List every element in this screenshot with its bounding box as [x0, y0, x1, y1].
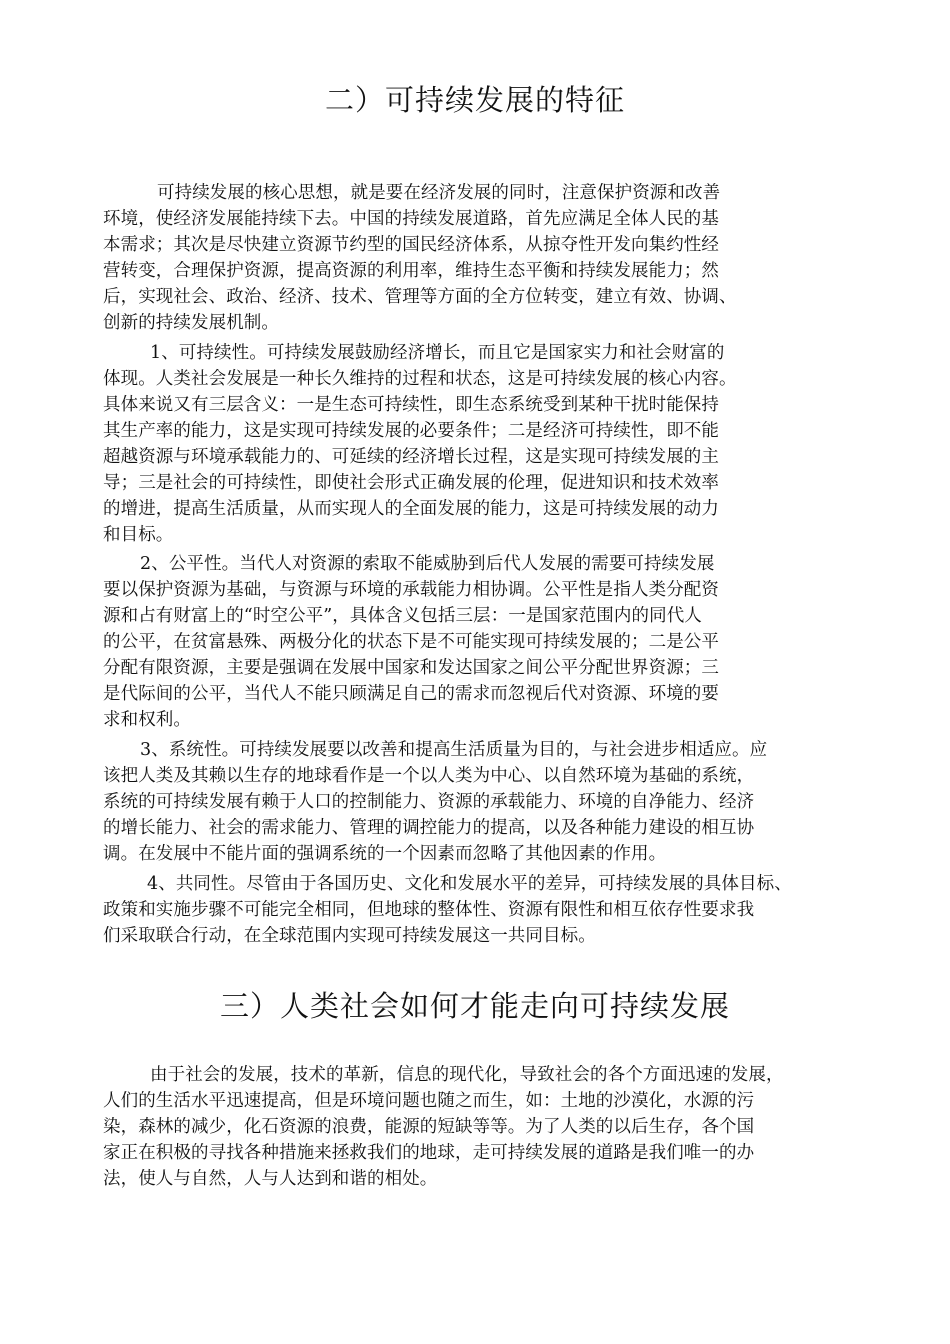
paragraph-line: 1、可持续性。可持续发展鼓励经济增长，而且它是国家实力和社会财富的: [150, 343, 725, 363]
paragraph-line: 染，森林的减少，化石资源的浪费，能源的短缺等等。为了人类的以后生存，各个国: [103, 1117, 755, 1137]
paragraph-line: 源和占有财富上的“时空公平”，具体含义包括三层：一是国家范围内的同代人: [103, 606, 702, 626]
paragraph-line: 4、共同性。尽管由于各国历史、文化和发展水平的差异，可持续发展的具体目标、: [147, 874, 792, 894]
paragraph-line: 后，实现社会、政治、经济、技术、管理等方面的全方位转变，建立有效、协调、: [103, 287, 737, 307]
paragraph-line: 法，使人与自然，人与人达到和谐的相处。: [103, 1169, 438, 1189]
paragraph-line: 们采取联合行动，在全球范围内实现可持续发展这一共同目标。: [103, 926, 596, 946]
paragraph-line: 2、公平性。当代人对资源的索取不能威胁到后代人发展的需要可持续发展: [140, 554, 715, 574]
paragraph-line: 由于社会的发展，技术的革新，信息的现代化，导致社会的各个方面迅速的发展，: [150, 1065, 784, 1085]
paragraph-line: 的公平，在贫富悬殊、两极分化的状态下是不可能实现可持续发展的；二是公平: [103, 632, 719, 652]
paragraph-line: 环境，使经济发展能持续下去。中国的持续发展道路，首先应满足全体人民的基: [103, 209, 719, 229]
paragraph-line: 政策和实施步骤不可能完全相同，但地球的整体性、资源有限性和相互依存性要求我: [103, 900, 755, 920]
paragraph-line: 和目标。: [103, 525, 174, 545]
paragraph-line: 系统的可持续发展有赖于人口的控制能力、资源的承载能力、环境的自净能力、经济: [103, 792, 755, 812]
paragraph-line: 导；三是社会的可持续性，即使社会形式正确发展的伦理，促进知识和技术效率: [103, 473, 719, 493]
paragraph-line: 要以保护资源为基础，与资源与环境的承载能力相协调。公平性是指人类分配资: [103, 580, 719, 600]
paragraph-line: 超越资源与环境承载能力的、可延续的经济增长过程，这是实现可持续发展的主: [103, 447, 719, 467]
paragraph-line: 营转变，合理保护资源，提高资源的利用率，维持生态平衡和持续发展能力；然: [103, 261, 719, 281]
paragraph-line: 人们的生活水平迅速提高，但是环境问题也随之而生，如：土地的沙漠化，水源的污: [103, 1091, 755, 1111]
paragraph-line: 分配有限资源，主要是强调在发展中国家和发达国家之间公平分配世界资源；三: [103, 658, 719, 678]
paragraph-line: 是代际间的公平，当代人不能只顾满足自己的需求而忽视后代对资源、环境的要: [103, 684, 719, 704]
section-2-heading: 二）可持续发展的特征: [324, 83, 625, 117]
paragraph-line: 本需求；其次是尽快建立资源节约型的国民经济体系，从掠夺性开发向集约性经: [103, 235, 719, 255]
paragraph-line: 的增进，提高生活质量，从而实现人的全面发展的能力，这是可持续发展的动力: [103, 499, 719, 519]
paragraph-line: 可持续发展的核心思想，就是要在经济发展的同时，注意保护资源和改善: [157, 183, 721, 203]
paragraph-line: 其生产率的能力，这是实现可持续发展的必要条件；二是经济可持续性，即不能: [103, 421, 719, 441]
section-3-heading: 三）人类社会如何才能走向可持续发展: [219, 989, 730, 1023]
paragraph-line: 体现。人类社会发展是一种长久维持的过程和状态，这是可持续发展的核心内容。: [103, 369, 737, 389]
paragraph-line: 求和权利。: [103, 710, 191, 730]
paragraph-line: 家正在积极的寻找各种措施来拯救我们的地球，走可持续发展的道路是我们唯一的办: [103, 1143, 755, 1163]
paragraph-line: 调。在发展中不能片面的强调系统的一个因素而忽略了其他因素的作用。: [103, 844, 667, 864]
paragraph-line: 创新的持续发展机制。: [103, 313, 279, 333]
paragraph-line: 3、系统性。可持续发展要以改善和提高生活质量为目的，与社会进步相适应。应: [140, 740, 768, 760]
paragraph-line: 的增长能力、社会的需求能力、管理的调控能力的提高，以及各种能力建设的相互协: [103, 818, 755, 838]
paragraph-line: 该把人类及其赖以生存的地球看作是一个以人类为中心、以自然环境为基础的系统，: [103, 766, 755, 786]
paragraph-line: 具体来说又有三层含义：一是生态可持续性，即生态系统受到某种干扰时能保持: [103, 395, 719, 415]
